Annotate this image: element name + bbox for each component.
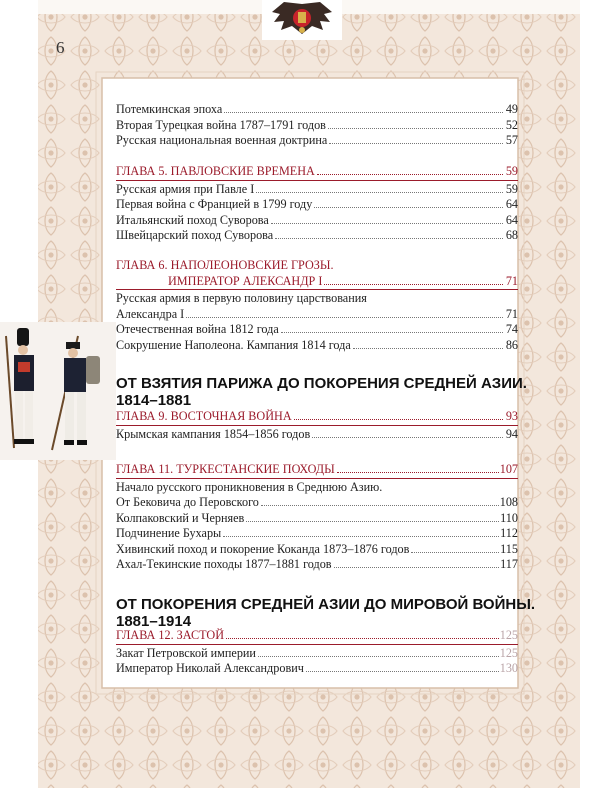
chapter-12-group (116, 628, 518, 677)
section-heading-1881-1914: ОТ ПОКОРЕНИЯ СРЕДНЕЙ АЗИИ ДО МИРОВОЙ ВОЙНЫ. 1881–1914 (116, 596, 536, 630)
toc-entry[interactable]: Начало русского проникновения в Среднюю Азию. (116, 479, 383, 494)
toc-entry[interactable]: Император Николай Александрович 130 (116, 661, 518, 675)
chapter-5-heading[interactable]: ГЛАВА 5. ПАВЛОВСКИЕ ВРЕМЕНА 59 (116, 164, 518, 181)
chapter-12-heading[interactable]: ГЛАВА 12. ЗАСТОЙ 125 (116, 628, 518, 645)
chapter-5-group (116, 164, 518, 244)
toc-entry[interactable]: Швейцарский поход Суворова 68 (116, 228, 518, 242)
toc-entry[interactable]: Русская национальная военная доктрина 57 (116, 133, 518, 147)
soldiers-illustration-icon (0, 322, 116, 460)
toc-entry[interactable]: Вторая Турецкая война 1787–1791 годов 52 (116, 117, 518, 132)
toc-entry[interactable]: Первая война с Францией в 1799 году 64 (116, 197, 518, 211)
chapter-11-group (116, 462, 518, 573)
section-heading-1814-1881: ОТ ВЗЯТИЯ ПАРИЖА ДО ПОКОРЕНИЯ СРЕДНЕЙ АЗИИ. 1814–1881 (116, 375, 527, 409)
chapter-6-heading-line1[interactable]: ГЛАВА 6. НАПОЛЕОНОВСКИЕ ГРОЗЫ. (116, 258, 334, 272)
toc-entry[interactable]: От Бековича до Перовского 108 (116, 495, 518, 509)
toc-entry[interactable]: Александра I 71 (116, 306, 518, 321)
toc-entry[interactable]: Сокрушение Наполеона. Кампания 1814 года 86 (116, 337, 518, 352)
chapter-6-group (116, 258, 518, 353)
toc-top-group (116, 102, 518, 149)
toc-entry[interactable]: Крымская кампания 1854–1856 годов 94 (116, 426, 518, 441)
double-headed-eagle-crest-icon (262, 0, 342, 40)
chapter-6-heading-line2[interactable]: ИМПЕРАТОР АЛЕКСАНДР I 71 (116, 274, 518, 291)
toc-entry[interactable]: Закат Петровской империи 125 (116, 645, 518, 660)
chapter-11-heading[interactable]: ГЛАВА 11. ТУРКЕСТАНСКИЕ ПОХОДЫ 107 (116, 462, 518, 479)
toc-entry[interactable]: Ахал-Текинские походы 1877–1881 годов 117 (116, 557, 518, 571)
toc-entry[interactable]: Русская армия при Павле I 59 (116, 181, 518, 196)
toc-entry[interactable]: Подчинение Бухары 112 (116, 526, 518, 540)
chapter-9-heading[interactable]: ГЛАВА 9. ВОСТОЧНАЯ ВОЙНА 93 (116, 409, 518, 426)
toc-entry[interactable]: Русская армия в первую половину царствования (116, 291, 367, 305)
page-number: 6 (56, 38, 65, 57)
toc-entry[interactable]: Колпаковский и Черняев 110 (116, 510, 518, 525)
toc-entry[interactable]: Потемкинская эпоха 49 (116, 102, 518, 116)
chapter-9-group (116, 409, 518, 442)
toc-entry[interactable]: Хивинский поход и покорение Коканда 1873–1876 годов 115 (116, 541, 518, 556)
toc-entry[interactable]: Итальянский поход Суворова 64 (116, 212, 518, 227)
toc-entry[interactable]: Отечественная война 1812 года 74 (116, 322, 518, 336)
